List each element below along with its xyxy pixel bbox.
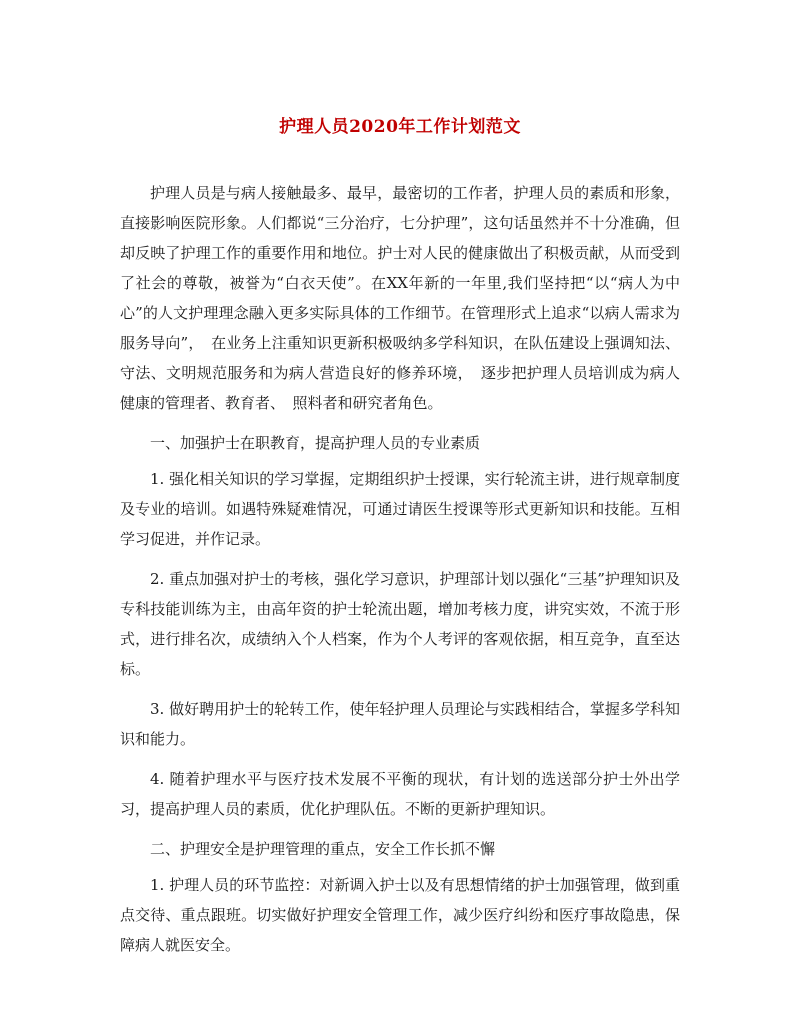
section-2-item-1: 1. 护理人员的环节监控：对新调入护士以及有思想情绪的护士加强管理，做到重点交待、重点跟班。切实做好护理安全管理工作，减少医疗纠纷和医疗事故隐患，保障病人就医安全。: [120, 876, 680, 954]
section-1-item-4: 4. 随着护理水平与医疗技术发展不平衡的现状，有计划的选送部分护士外出学习，提高护理人员的素质，优化护理队伍。不断的更新护理知识。: [120, 770, 680, 818]
section-heading-1: 一、加强护士在职教育，提高护理人员的专业素质: [150, 434, 481, 452]
section-heading-2: 二、护理安全是护理管理的重点，安全工作长抓不懈: [150, 840, 496, 858]
section-1-item-1: 1. 强化相关知识的学习掌握，定期组织护士授课，实行轮流主讲，进行规章制度及专业的培训。如遇特殊疑难情况，可通过请医生授课等形式更新知识和技能。互相学习促进，并作记录。: [120, 470, 680, 548]
section-1-item-2: 2. 重点加强对护士的考核，强化学习意识，护理部计划以强化“三基”护理知识及专科技能训练为主，由高年资的护士轮流出题，增加考核力度，讲究实效，不流于形式，进行排名次，成绩纳入个人档案，作为个人考评的客观依据，相互竞争，直至达标。: [120, 570, 680, 678]
intro-paragraph: 护理人员是与病人接触最多、最早，最密切的工作者，护理人员的素质和形象，直接影响医院形象。人们都说“三分治疗，七分护理”，这句话虽然并不十分准确，但却反映了护理工作的重要作用和地位。护士对人民的健康做出了积极贡献，从而受到了社会的尊敬，被誉为“白衣天使”。在XX年新的一年里,我们坚持把“以“病人为中心”的人文护理理念融入更多实际具体的工作细节。在管理形式上追求“以病人需求为服务导向”， 在业务上注重知识更新积极吸纳多学科知识，在队伍建设上强调知法、守法、文明规范服务和为病人营造良好的修养环境， 逐步把护理人员培训成为病人健康的管理者、教育者、 照料者和研究者角色。: [120, 184, 680, 412]
document-body: [120, 178, 680, 970]
page-title: 护理人员2020年工作计划范文: [279, 117, 521, 137]
section-1-item-3: 3. 做好聘用护士的轮转工作，使年轻护理人员理论与实践相结合，掌握多学科知识和能力。: [120, 700, 680, 748]
